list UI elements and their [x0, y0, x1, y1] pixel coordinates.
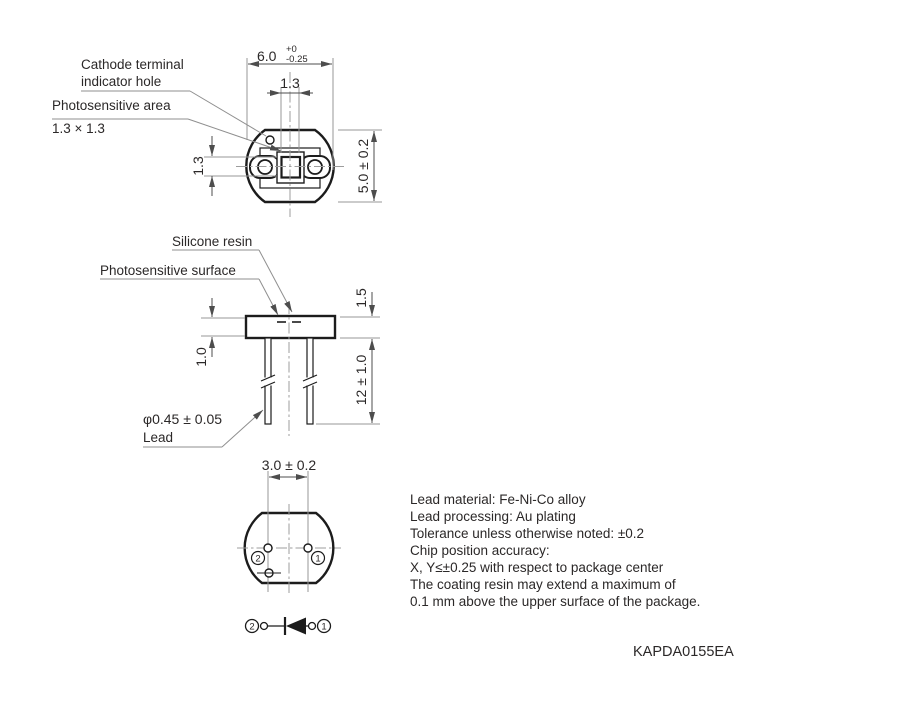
pin1-lead-hole: [304, 544, 312, 552]
dim-package-width-tol-lower: -0.25: [286, 54, 308, 65]
pin1-label: 1: [315, 553, 321, 565]
callout-photosensitive-area-line1: Photosensitive area: [52, 98, 171, 113]
circuit-pin2-label: 2: [249, 621, 255, 633]
callout-photosensitive-area-line2: 1.3 × 1.3: [52, 121, 105, 136]
side-view: [100, 234, 380, 447]
cathode-indicator-hole: [266, 136, 274, 144]
note-line: Lead material: Fe-Ni-Co alloy: [410, 492, 586, 507]
leader-silicone-resin: [259, 250, 292, 312]
circuit-pin1-label: 1: [321, 621, 327, 633]
dim-package-width: 6.0: [257, 48, 277, 64]
note-line: Chip position accuracy:: [410, 543, 550, 558]
callout-lead-diameter: φ0.45 ± 0.05: [143, 411, 223, 427]
callout-cathode-hole-line1: Cathode terminal: [81, 57, 184, 72]
diode-triangle: [286, 618, 306, 635]
note-line: X, Y≤±0.25 with respect to package center: [410, 560, 664, 575]
dim-resin-height: 1.5: [353, 288, 369, 308]
leader-photosensitive-surface: [259, 279, 278, 315]
leader-cathode-hole: [190, 91, 266, 136]
dim-lead-pitch: 3.0 ± 0.2: [261, 457, 317, 473]
circuit-symbol: [246, 617, 331, 635]
dim-active-area-width: 1.3: [280, 75, 300, 91]
note-line: The coating resin may extend a maximum of: [410, 577, 676, 592]
pin2-lead-hole: [264, 544, 272, 552]
note-line: Lead processing: Au plating: [410, 509, 576, 524]
circuit-terminal-node: [261, 623, 268, 630]
callout-cathode-hole-line2: indicator hole: [81, 74, 162, 89]
dim-active-area-height: 1.3: [190, 156, 206, 176]
top-view: [52, 44, 382, 217]
leader-lead: [222, 410, 263, 447]
dim-surface-depth: 1.0: [193, 347, 209, 367]
part-number: KAPDA0155EA: [633, 644, 734, 660]
dim-package-height: 5.0 ± 0.2: [355, 138, 371, 194]
dim-lead-length: 12 ± 1.0: [353, 354, 369, 406]
dim-package-width-tol-upper: +0: [286, 44, 297, 55]
package-body-side: [246, 316, 335, 338]
callout-lead: Lead: [143, 430, 174, 445]
circuit-terminal-node: [309, 623, 316, 630]
note-line: 0.1 mm above the upper surface of the package.: [410, 594, 701, 609]
callout-photosensitive-surface: Photosensitive surface: [100, 263, 236, 278]
notes-block: [410, 492, 700, 609]
bottom-view: [237, 457, 341, 595]
callout-silicone-resin: Silicone resin: [172, 234, 253, 249]
pin2-label: 2: [255, 553, 261, 565]
note-line: Tolerance unless otherwise noted: ±0.2: [410, 526, 645, 541]
